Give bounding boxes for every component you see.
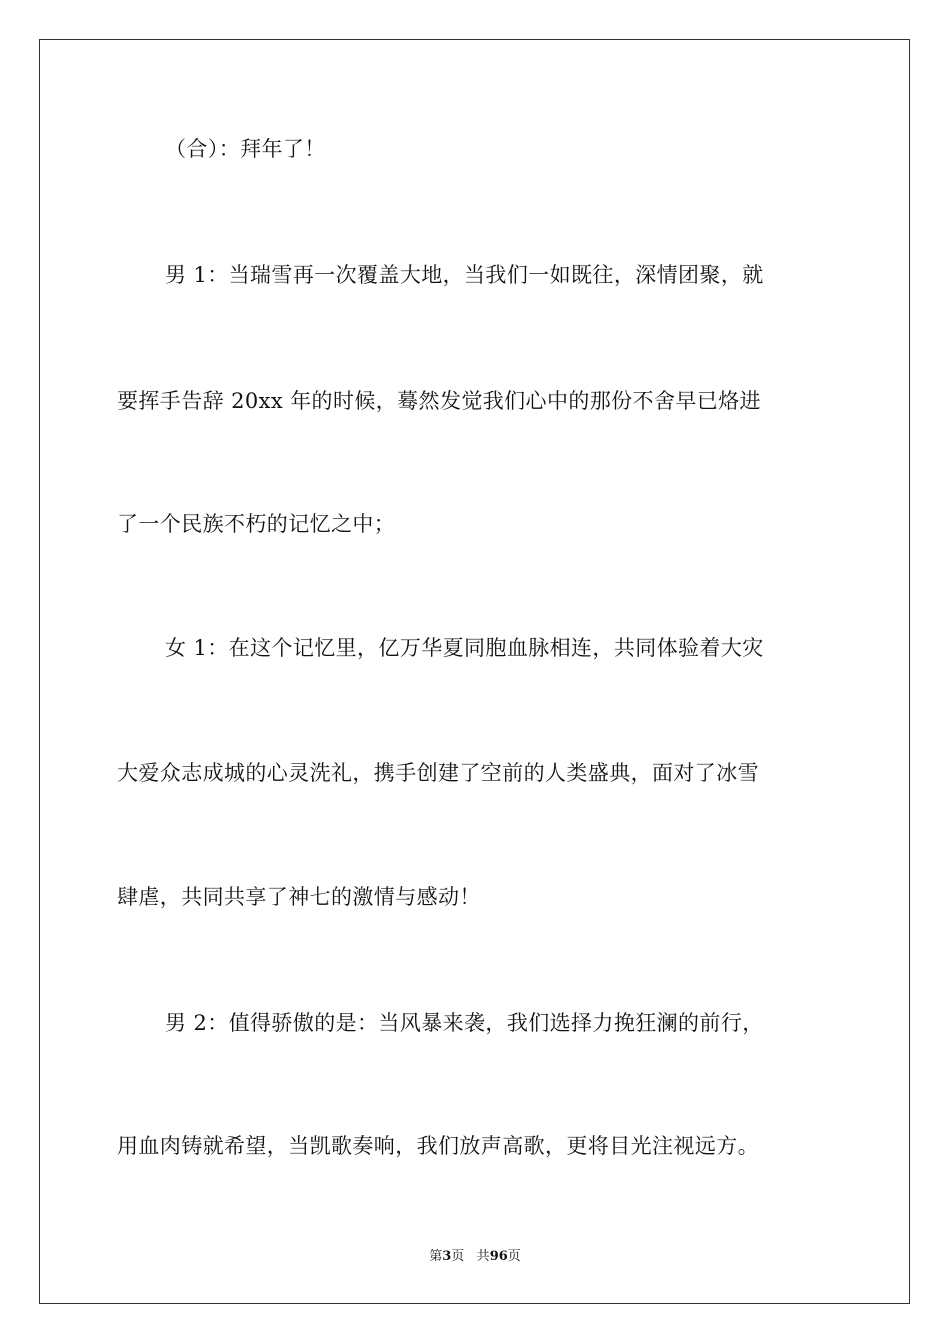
footer-total-prefix: 共 [476, 1249, 490, 1264]
text-line-5: 女 1：在这个记忆里，亿万华夏同胞血脉相连，共同体验着大灾 [165, 636, 764, 660]
footer-page-number: 3 [442, 1249, 452, 1264]
text-line-3: 要挥手告辞 20xx 年的时候，蓦然发觉我们心中的那份不舍早已烙进 [117, 389, 761, 413]
text-line-1: （合）：拜年了！ [165, 137, 326, 161]
footer-page-prefix: 第 [429, 1249, 443, 1264]
footer-total-suffix: 页 [507, 1249, 521, 1264]
page-footer [0, 1248, 950, 1266]
text-line-9: 用血肉铸就希望，当凯歌奏响，我们放声高歌，更将目光注视远方。 [117, 1134, 759, 1158]
page-border [39, 39, 910, 1304]
text-line-2: 男 1：当瑞雪再一次覆盖大地，当我们一如既往，深情团聚，就 [165, 263, 764, 287]
text-line-4: 了一个民族不朽的记忆之中； [117, 512, 396, 536]
text-line-8: 男 2：值得骄傲的是：当风暴来袭，我们选择力挽狂澜的前行， [165, 1011, 764, 1035]
text-line-6: 大爱众志成城的心灵洗礼，携手创建了空前的人类盛典，面对了冰雪 [117, 761, 759, 785]
text-line-7: 肆虐，共同共享了神七的激情与感动！ [117, 885, 481, 909]
footer-total-pages: 96 [489, 1249, 508, 1264]
footer-page-suffix: 页 [451, 1249, 465, 1264]
